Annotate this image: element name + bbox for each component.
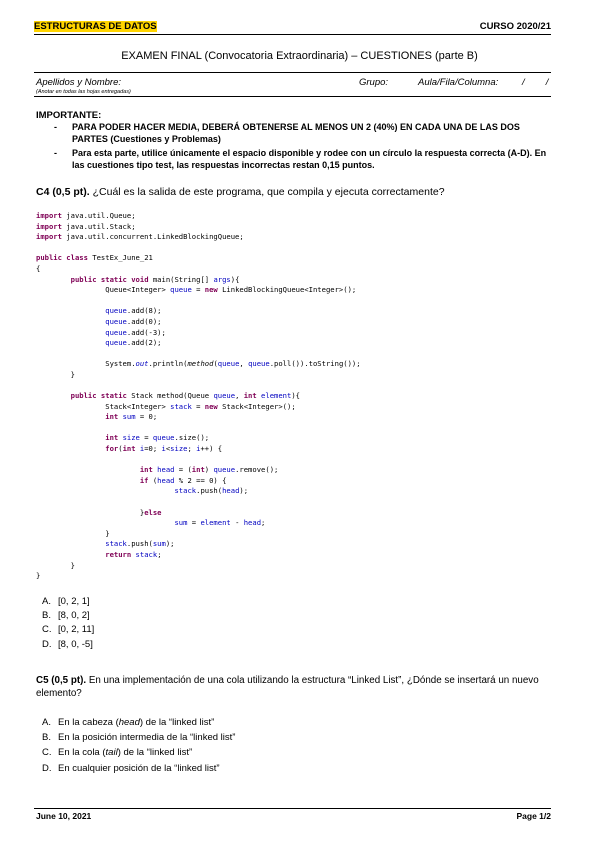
important-item xyxy=(54,122,554,145)
question-text: En una implementación de una cola utilizando la estructura “Linked List”, ¿Dónde se insertará un nuevo xyxy=(86,675,539,686)
room-slashes: / / xyxy=(522,77,549,88)
course-year: CURSO 2020/21 xyxy=(479,21,551,32)
room-label: Aula/Fila/Columna: xyxy=(418,77,499,88)
question-label: C4 (0,5 pt). xyxy=(36,186,90,198)
code-listing: import java.util.Queue; import java.util.Stack; import java.util.concurrent.LinkedBlockingQueue; public class TestEx_June_21 { public static void main(String[] args){ Queue<Integer> queue = new LinkedBlockingQueue<Integer>(); queue.add(8); queue.add(0); queue.add(-3); queue.add(2); System.out.println(method(queue, queue.poll()).toString()); } public static Stack method(Queue queue, int element){ Stack<Integer> stack = new Stack<Integer>(); int sum = 0; int size = queue.size(); for(int i=0; i<size; i++) { int head = (int) queue.remove(); if (head % 2 == 0) { stack.push(head); }else sum = element - head; } stack.push(sum); return stack; } } xyxy=(36,211,361,581)
course-name: ESTRUCTURAS DE DATOS xyxy=(34,21,157,32)
important-line: PARA PODER HACER MEDIA, DEBERÁ OBTENERSE AL MENOS UN 2 (40%) EN CADA UNA DE LAS DOS xyxy=(72,122,520,132)
option-d[interactable]: D. [8, 0, -5] xyxy=(42,638,93,650)
footer-date: June 10, 2021 xyxy=(36,811,92,821)
footer-page: Page 1/2 xyxy=(516,811,551,821)
c4-options xyxy=(42,595,94,652)
exam-title: EXAMEN FINAL (Convocatoria Extraordinaria) – CUESTIONES (parte B) xyxy=(121,50,478,62)
important-line: las cuestiones tipo test, las respuestas incorrectas restan 0,15 puntos. xyxy=(72,159,375,170)
option-b[interactable]: B. En la posición intermedia de la “linked list” xyxy=(42,732,236,744)
title-rule xyxy=(34,72,551,73)
question-text-2: elemento? xyxy=(36,688,82,699)
question-c5 xyxy=(36,674,556,700)
bullet-dash: - xyxy=(54,148,57,158)
important-heading: IMPORTANTE: xyxy=(36,110,102,121)
option-c[interactable]: C. [0, 2, 11] xyxy=(42,624,95,636)
header-rule xyxy=(34,34,551,35)
info-rule xyxy=(34,96,551,97)
option-d[interactable]: D. En cualquier posición de la “linked list” xyxy=(42,762,220,774)
footer-rule xyxy=(34,808,551,809)
group-label: Grupo: xyxy=(359,77,389,88)
bullet-dash: - xyxy=(54,122,57,132)
c5-options xyxy=(42,715,235,776)
option-b[interactable]: B. [8, 0, 2] xyxy=(42,610,90,622)
option-c[interactable]: C. En la cola (tail) de la “linked list” xyxy=(42,747,193,759)
important-line: PARTES (Cuestiones y Problemas) xyxy=(72,133,221,144)
name-note: (Anotar en todas las hojas entregadas) xyxy=(36,89,131,95)
question-c4 xyxy=(36,186,445,198)
option-a[interactable]: A. En la cabeza (head) de la “linked list” xyxy=(42,717,215,728)
important-item xyxy=(54,148,554,171)
question-text: ¿Cuál es la salida de este programa, que compila y ejecuta correctamente? xyxy=(89,186,445,198)
question-label: C5 (0,5 pt). xyxy=(36,675,87,686)
option-a[interactable]: A. [0, 2, 1] xyxy=(42,596,90,607)
important-line: Para esta parte, utilice únicamente el espacio disponible y rodee con un círculo la respuesta correcta (A-D). En xyxy=(72,148,547,158)
name-label: Apellidos y Nombre: xyxy=(36,77,122,88)
